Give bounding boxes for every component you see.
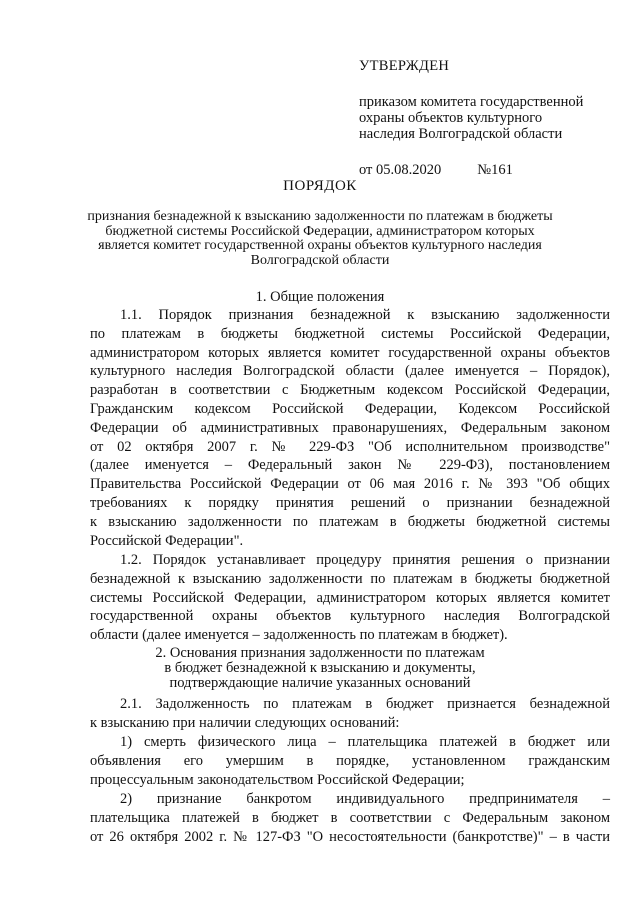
text-line: Федерации об административных правонарушениях, Федеральным законом xyxy=(90,419,610,436)
approval-line: приказом комитета государственной xyxy=(359,94,584,110)
paragraph-2-1-item-2 xyxy=(90,790,610,846)
section-heading-line: 2. Основания признания задолженности по платежам xyxy=(155,645,485,661)
text-line: плательщика платежей в бюджет в соответствии с Федеральным законом xyxy=(90,809,610,826)
text-line: объявления его умершим в порядке, установленном гражданским xyxy=(90,752,610,769)
approval-block xyxy=(359,58,619,178)
text-line: 2.1. Задолженность по платежам в бюджет признается безнадежной xyxy=(120,696,610,712)
section-heading-line: 1. Общие положения xyxy=(255,289,385,305)
subtitle-line: является комитет государственной охраны объектов культурного наследия xyxy=(98,238,542,253)
text-line: процессуальным законодательством Российской Федерации; xyxy=(90,771,465,788)
text-line: 2) признание банкротом индивидуального предпринимателя – xyxy=(120,791,610,807)
text-line: 1.2. Порядок устанавливает процедуру принятия решения о признании xyxy=(120,552,610,568)
approval-date: от 05.08.2020 xyxy=(359,162,442,178)
text-line: Гражданским кодексом Российской Федерации, Кодексом Российской xyxy=(90,400,610,417)
subtitle-line: признания безнадежной к взысканию задолженности по платежам в бюджеты xyxy=(87,209,553,224)
text-line: Российской Федерации". xyxy=(90,532,244,549)
approval-date-row xyxy=(359,162,619,178)
paragraph-1-1 xyxy=(90,306,610,550)
text-line: требованиях к порядку принятия решений о признании безнадежной xyxy=(90,494,610,511)
paragraph-2-1 xyxy=(90,695,610,733)
text-line: к взысканию при наличии следующих оснований: xyxy=(90,714,400,731)
text-line: 1) смерть физического лица – плательщика платежей в бюджет или xyxy=(120,734,610,750)
approval-number: №161 xyxy=(477,162,513,178)
text-line: разработан в соответствии с Бюджетным кодексом Российской Федерации, xyxy=(90,382,610,399)
approval-heading: УТВЕРЖДЕН xyxy=(359,58,450,74)
document-title: ПОРЯДОК xyxy=(283,178,357,194)
paragraph-1-2 xyxy=(90,551,610,645)
subtitle-line: Волгоградской области xyxy=(250,252,390,268)
text-line: культурного наследия Волгоградской области (далее именуется – Порядок), xyxy=(90,363,610,380)
text-line: 1.1. Порядок признания безнадежной к взысканию задолженности xyxy=(120,307,610,323)
text-line: от 02 октября 2007 г. № 229-ФЗ "Об исполнительном производстве" xyxy=(90,438,610,455)
text-line: безнадежной к взысканию задолженности по платежам в бюджеты бюджетной xyxy=(90,570,610,587)
text-line: (далее именуется – Федеральный закон № 229-ФЗ), постановлением xyxy=(90,457,610,474)
text-line: администратором которых является комитет государственной охраны объектов xyxy=(90,344,610,361)
text-line: области (далее именуется – задолженность по платежам в бюджет). xyxy=(90,627,508,644)
section-1-heading xyxy=(0,290,640,305)
approval-lines xyxy=(359,94,619,142)
section-2-heading xyxy=(0,646,640,691)
approval-line: охраны объектов культурного xyxy=(359,110,543,126)
approval-line: наследия Волгоградской области xyxy=(359,126,563,142)
section-heading-line: подтверждающие наличие указанных оснований xyxy=(169,675,471,691)
text-line: от 26 октября 2002 г. № 127-ФЗ "О несостоятельности (банкротстве)" – в части xyxy=(90,828,610,845)
text-line: системы Российской Федерации, администратором которых является комитет xyxy=(90,589,610,606)
text-line: Правительства Российской Федерации от 06 мая 2016 г. № 393 "Об общих xyxy=(90,476,610,493)
subtitle-line: бюджетной системы Российской Федерации, администратором которых xyxy=(105,223,535,239)
document-subtitle xyxy=(80,210,560,268)
text-line: по платежам в бюджеты бюджетной системы Российской Федерации, xyxy=(90,325,610,342)
text-line: государственной охраны объектов культурного наследия Волгоградской xyxy=(90,608,610,625)
text-line: к взысканию задолженности по платежам в бюджеты бюджетной системы xyxy=(90,513,610,530)
paragraph-2-1-item-1 xyxy=(90,733,610,789)
section-heading-line: в бюджет безнадежной к взысканию и документы, xyxy=(164,660,476,676)
